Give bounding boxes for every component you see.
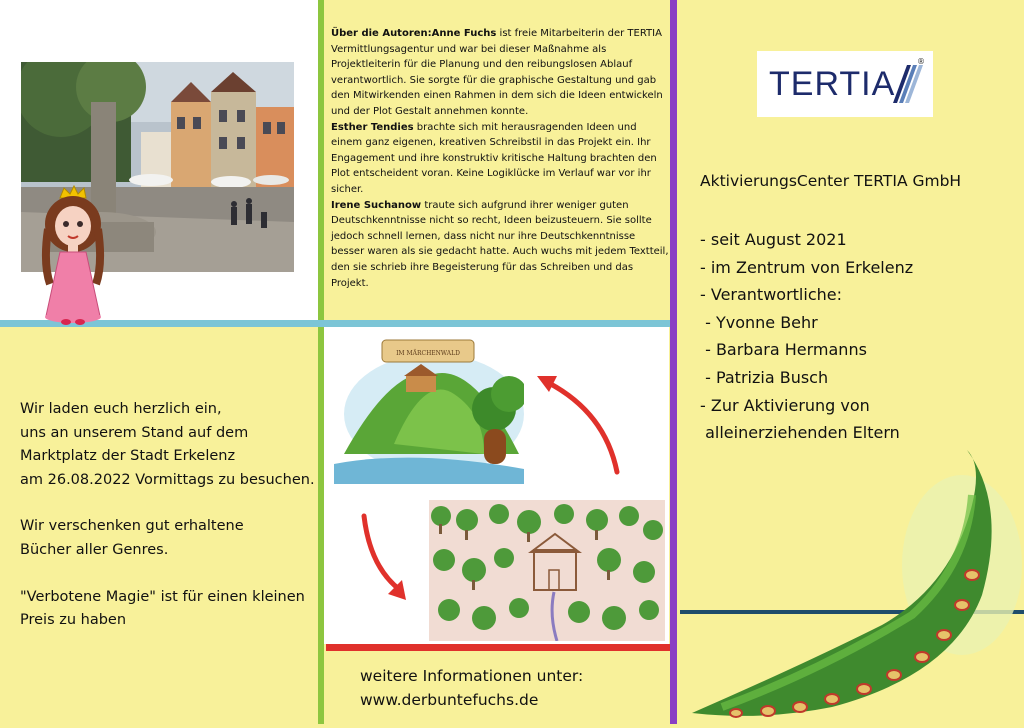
invite-line: uns an unserem Stand auf dem [20, 424, 249, 441]
fact-line: alleinerziehenden Eltern [700, 423, 900, 443]
fact-line: - Barbara Hermanns [700, 340, 867, 360]
purple-divider [670, 0, 677, 724]
author-name-esther: Esther Tendies [331, 121, 414, 133]
fact-line: - Verantwortliche: [700, 285, 842, 305]
fact-line: - im Zentrum von Erkelenz [700, 257, 914, 277]
company-facts [700, 226, 913, 447]
author-bio-irene: traute sich aufgrund ihrer weniger guten Deutschkenntnisse nicht so recht, Ideen beizusteuern. Sie sollte jedoch schnell lernen, dass nicht nur ihre Deutschkenntnisse besser waren als sie gedacht hatte. Auch wuchs mit jedem Textteil, den sie schrieb ihre Begeisterung für das Schreiben und das Projekt. [331, 199, 669, 289]
red-divider [326, 644, 670, 651]
authors-text [331, 26, 669, 291]
author-name-irene: Irene Suchanow [331, 199, 422, 211]
invite-line: Bücher aller Genres. [20, 541, 169, 558]
curved-arrow-down-icon [358, 512, 413, 602]
invite-line: Marktplatz der Stadt Erkelenz [20, 448, 236, 465]
childrens-forest-drawing [429, 500, 665, 641]
author-bio-anne: ist freie Mitarbeiterin der TERTIA Vermittlungsagentur und war bei dieser Maßnahme als Projektleiterin für die Planung und den reibungslosen Ablauf verantwortlich. Sie sorgte für die graphische Gestaltung und gab den Mitwirkenden einen Rahmen in dem sich die Ideen entwickeln und der Plot Gestalt annehmen konnte. [331, 28, 663, 117]
author-bio-esther: brachte sich mit herausragenden Ideen und einem ganz eigenen, kreativen Schreibstil in das Projekt ein. Ihr Engagement und ihre konstruktiv kritische Haltung brachten den Plot entscheident voran. Keine Logiklücke im Verlauf war vor ihr sicher. [331, 121, 657, 195]
invite-line: Wir laden euch herzlich ein, [20, 401, 222, 417]
company-name: AktivierungsCenter TERTIA GmbH [700, 172, 962, 190]
invite-line: "Verbotene Magie" ist für einen kleinen [20, 588, 305, 605]
invite-line: Wir verschenken gut erhaltene [20, 518, 244, 535]
invite-line: am 26.08.2022 Vormittags zu besuchen. [20, 471, 315, 488]
author-name-anne: Über die Autoren:Anne Fuchs [331, 28, 497, 39]
logo-stripes-icon [885, 65, 925, 103]
fact-line: - seit August 2021 [700, 230, 847, 249]
website-link[interactable]: www.derbuntefuchs.de [360, 691, 539, 709]
logo-wordmark: TERTIA [769, 65, 896, 103]
registered-mark: ® [917, 57, 925, 66]
curved-arrow-up-icon [535, 372, 625, 477]
banner-text: IM MÄRCHENWALD [396, 350, 460, 357]
invite-line: Preis zu haben [20, 612, 127, 629]
princess-illustration [28, 184, 118, 329]
tertia-logo [757, 51, 933, 117]
fact-line: - Patrizia Busch [700, 367, 829, 387]
fairytale-hill-illustration [334, 334, 524, 484]
more-info [360, 664, 583, 712]
fact-line: - Yvonne Behr [700, 312, 818, 332]
tentacle-illustration [682, 445, 1024, 724]
fact-line: - Zur Aktivierung von [700, 395, 870, 415]
more-info-label: weitere Informationen unter: [360, 667, 584, 685]
invitation-text [20, 398, 320, 633]
